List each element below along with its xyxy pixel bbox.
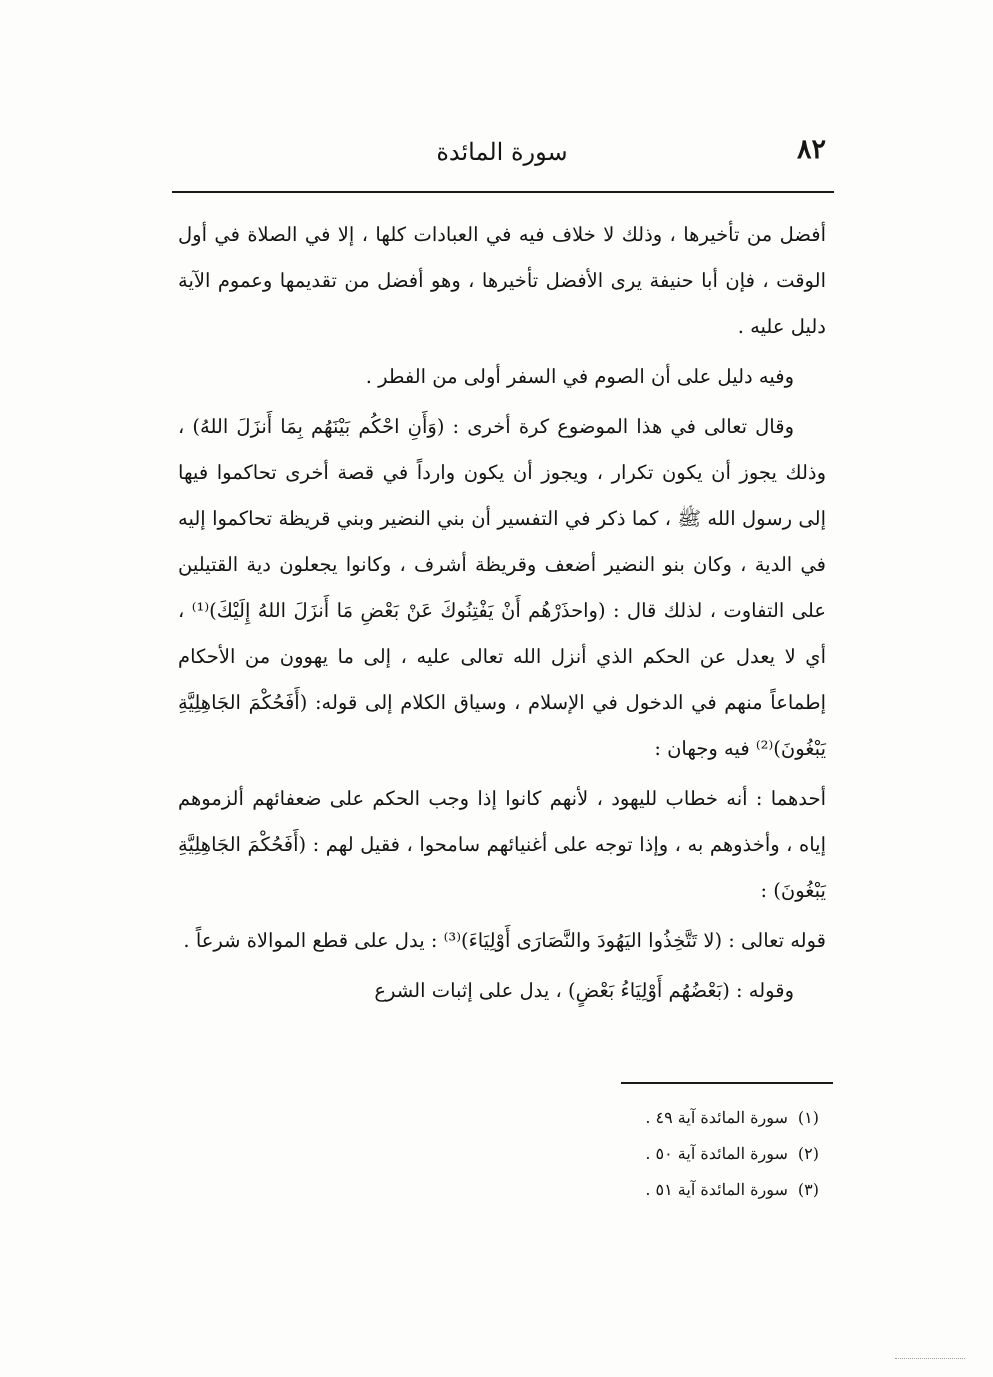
footnote	[459, 1172, 819, 1208]
footnotes	[459, 1100, 819, 1208]
footnote-mark: (٣)	[797, 1180, 819, 1199]
surah-title: سورة المائدة	[436, 138, 568, 166]
paragraph: وقال تعالى في هذا الموضوع كرة أخرى : (وَأَنِ احْكُم بَيْنَهُم بِمَا أَنزَلَ اللهُ) ، وذلك يجوز أن يكون تكرار ، ويجوز أن يكون وارداً في قصة أخرى تحاكموا فيها إلى رسول الله ﷺ ، كما ذكر في التفسير أن بني النضير وبني قريظة تحاكموا إليه في الدية ، وكان بنو النضير أضعف وقريظة أشرف ، وكانوا يجعلون دية القتيلين على التفاوت ، لذلك قال : (واحذَرْهُم أَنْ يَفْتِنُوكَ عَنْ بَعْضِ مَا أَنزَلَ اللهُ إِلَيْكَ)⁽¹⁾ ، أي لا يعدل عن الحكم الذي أنزل الله تعالى عليه ، إلى ما يهوون من الأحكام إطماعاً منهم في الدخول في الإسلام ، وسياق الكلام إلى قوله: (أَفَحُكْمَ الجَاهِلِيَّةِ يَبْغُونَ)⁽²⁾ فيه وجهان :	[178, 415, 826, 760]
page-header	[172, 128, 832, 178]
footnote	[459, 1100, 819, 1136]
body-text	[178, 212, 826, 1014]
footnote-text: سورة المائدة آية ٥١ .	[645, 1180, 788, 1199]
page-number: ٨٢	[796, 134, 826, 165]
footnote	[459, 1136, 819, 1172]
footnote-mark: (١)	[797, 1108, 819, 1127]
paragraph: أحدهما : أنه خطاب لليهود ، لأنهم كانوا إذا وجب الحكم على ضعفائهم ألزموهم إياه ، وأخذوهم به ، وإذا توجه على أغنيائهم سامحوا ، فقيل لهم : (أَفَحُكْمَ الجَاهِلِيَّةِ يَبْغُونَ) :	[178, 787, 826, 902]
footnote-text: سورة المائدة آية ٥٠ .	[645, 1144, 788, 1163]
paragraph: أفضل من تأخيرها ، وذلك لا خلاف فيه في العبادات كلها ، إلا في الصلاة في أول الوقت ، فإن أبا حنيفة يرى الأفضل تأخيرها ، وهو أفضل من تقديمها وعموم الآية دليل عليه .	[178, 223, 826, 338]
scan-artifact	[895, 1358, 965, 1359]
footnote-divider	[621, 1082, 833, 1084]
footnote-mark: (٢)	[797, 1144, 819, 1163]
paragraph: وفيه دليل على أن الصوم في السفر أولى من الفطر .	[365, 365, 794, 388]
paragraph: وقوله : (بَعْضُهُم أَوْلِيَاءُ بَعْضٍ) ، يدل على إثبات الشرع	[374, 979, 794, 1002]
paragraph: قوله تعالى : (لا تَتَّخِذُوا اليَهُودَ والنَّصَارَى أَوْلِيَاءَ)⁽³⁾ : يدل على قطع الموالاة شرعاً .	[183, 929, 826, 952]
footnote-text: سورة المائدة آية ٤٩ .	[645, 1108, 788, 1127]
header-divider	[172, 191, 834, 193]
